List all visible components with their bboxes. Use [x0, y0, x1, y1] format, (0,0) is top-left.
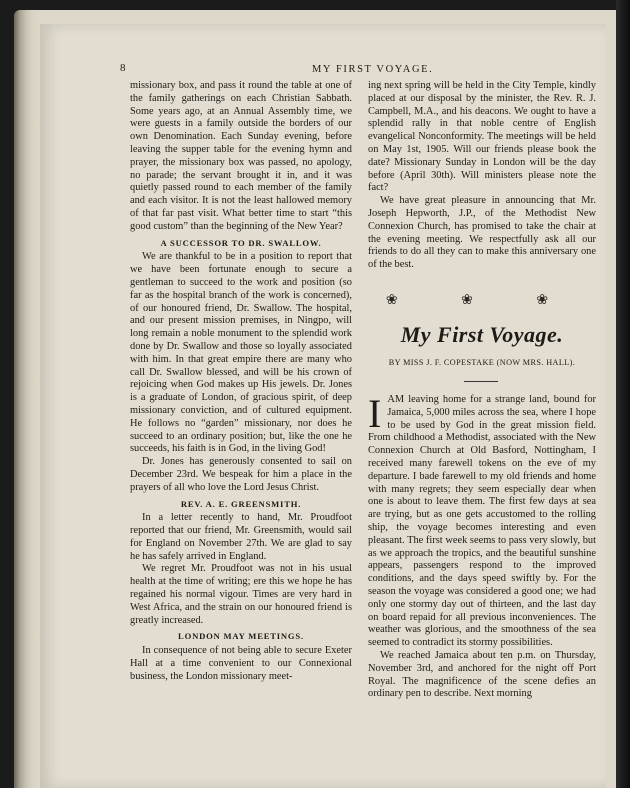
ornament-divider: ❀ ❀ ❀ — [385, 293, 579, 308]
book-binding-edge — [616, 0, 630, 788]
section-heading: A SUCCESSOR TO DR. SWALLOW. — [160, 237, 322, 248]
paragraph: In consequence of not being able to secure Exeter Hall at a time convenient to our Connexional business, the London missionary meet- — [130, 645, 352, 682]
page-number: 8 — [120, 62, 126, 74]
paragraph: ing next spring will be held in the City Temple, kindly placed at our disposal by the minister, the Rev. R. J. Campbell, M.A., and his deacons. We ought to have a splendid rally in that noble centre of English evangelical Nonconformity. The meetings will be held on May 1st, 1905. Will our friends please book the date? Missionary Sunday in London will be the day before (April 30th). Will ministers please note the fact? — [368, 80, 596, 194]
left-column — [130, 80, 352, 684]
article-body — [368, 391, 596, 701]
paragraph: missionary box, and pass it round the table at one of the family gatherings on each Christian Sabbath. Some years ago, at an Annual Assembly time, we were guests in a family outside the borders of our own Denomination. Each Sunday evening, before leaving the supper table for the evening hymn and prayer, the missionary box was passed, no apology, no parade; the servant brought it in, and it was quietly passed round to each member of the family and each visitor. It is not the least hallowed memory of that far past visit. What better time to start “this good custom” than the beginning of the New Year? — [130, 80, 352, 232]
paragraph: Dr. Jones has generously consented to sail on December 23rd. We bespeak for him a place in the prayers of all who love the Lord Jesus Christ. — [130, 456, 352, 493]
paragraph: We have great pleasure in announcing that Mr. Joseph Hepworth, J.P., of the Methodist New Connexion Church, has promised to take the chair at the evening meeting. We respectfully ask all our friends to do all they can to make this anniversary one of the best. — [368, 195, 596, 271]
section-heading: LONDON MAY MEETINGS. — [178, 631, 304, 642]
paragraph: We regret Mr. Proudfoot was not in his usual health at the time of writing; ere this we hope he has regained his normal vigour. Times are very hard in West Africa, and the strain on our honoured friend is greatly increased. — [130, 563, 352, 626]
paragraph: We are thankful to be in a position to report that we have been fortunate enough to secure a gentleman to succeed to the work and position (so far as the hospital branch of the work is concerned), of our honoured friend, Dr. Swallow. The hospital, and our present mission premises, in Ningpo, will long remain a noble monument to the splendid work done by Dr. Swallow and those so loyally associated with him. In that great empire there are many who call Dr. Swallow blessed, and will be his crown of rejoicing when God makes up His jewels. Dr. Jones is a graduate of London, of gracious spirit, of deep missionary conviction, and of cultured equipment. He follows no “garden” missionary, nor does he succeed to an ordinary position; but, like the one he succeeds, his faith is in God, in the living God! — [130, 251, 352, 455]
paragraph: In a letter recently to hand, Mr. Proudfoot reported that our friend, Mr. Greensmith, would sail for England on November 27th. We are glad to say he has safely arrived in England. — [130, 512, 352, 562]
title-rule — [464, 381, 498, 382]
right-column — [368, 80, 596, 272]
paragraph: AM leaving home for a strange land, bound for Jamaica, 5,000 miles across the sea, where I hope to be used by God in the great mission field. From childhood a Methodist, associated with the New Connexion Church at Old Basford, Nottingham, I received many farewell tokens on the eve of my departure. I bade farewell to my old friends and home with many regrets; they seem especially dear when one is about to leave them. The first few days at sea are trying, but as one gets accustomed to the rolling ship, the voyage becomes interesting and even pleasant. The first week seems to pass very slowly, but as we approach the tropics, and the beautiful sunshine appears, passengers respond to the improved conditions, and the days speed swiftly by. For the season the voyage was considered a good one; we had only one stormy day out of thirteen, and the last day on board repaid for all previous inconveniences. The weather was glorious, and the smoothness of the sea seemed to contradict its stormy possibilities. — [368, 394, 596, 649]
section-heading: REV. A. E. GREENSMITH. — [180, 498, 302, 509]
article-title: My First Voyage. — [400, 322, 564, 347]
paragraph: We reached Jamaica about ten p.m. on Thursday, November 3rd, and anchored for the night off Port Royal. The magnificence of the scene defies an ordinary pen to describe. Next morning — [368, 649, 596, 700]
byline: BY MISS J. F. COPESTAKE (NOW MRS. HALL). — [388, 358, 576, 367]
running-head: MY FIRST VOYAGE. — [312, 64, 434, 75]
drop-cap: I — [368, 391, 382, 436]
